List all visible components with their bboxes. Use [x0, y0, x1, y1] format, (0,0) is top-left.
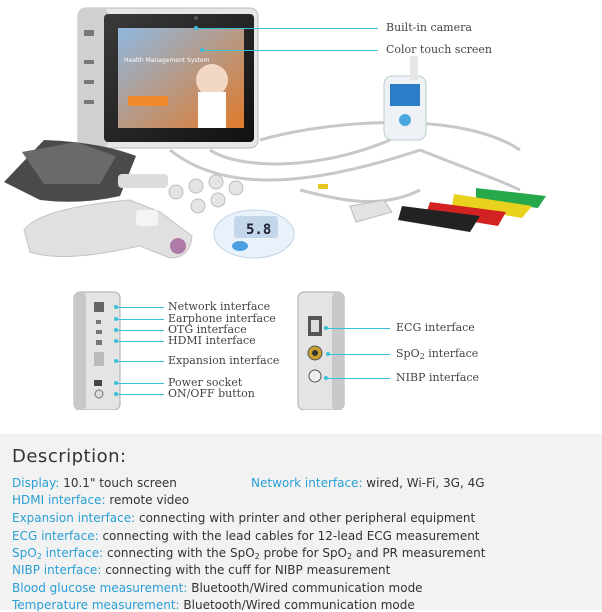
camera-lens [194, 16, 198, 20]
label-color-touch-screen: Color touch screen [386, 43, 492, 56]
row-expansion: Expansion interface: connecting with printer and other peripheral equipment [12, 511, 476, 525]
row-nibp: NIBP interface: connecting with the cuff for NIBP measurement [12, 563, 391, 577]
label-network-interface: Network interface [168, 300, 271, 313]
glucometer [214, 210, 294, 258]
description-panel [0, 434, 602, 610]
ir-thermometer [24, 200, 192, 258]
right-side-view [296, 290, 346, 410]
bp-cuff [4, 140, 168, 202]
label-power-socket: Power socket [168, 376, 243, 389]
spo2-probe [318, 184, 392, 222]
label-on-off-button: ON/OFF button [168, 387, 255, 400]
label-spo2-interface: SpO2 interface [396, 347, 479, 361]
tablet-monitor [78, 8, 258, 148]
row-network: Network interface: wired, Wi-Fi, 3G, 4G [251, 476, 485, 490]
label-earphone-interface: Earphone interface [168, 312, 276, 325]
label-otg-interface: OTG interface [168, 323, 247, 336]
label-expansion-interface: Expansion interface [168, 354, 280, 367]
row-hdmi: HDMI interface: remote video [12, 493, 190, 507]
ecg-electrodes [169, 175, 243, 213]
description-title: Description: [12, 446, 127, 467]
handheld-oximeter [384, 56, 426, 140]
row-display: Display: 10.1" touch screen [12, 476, 177, 490]
glucometer-reading: 5.8 [246, 222, 272, 238]
label-ecg-interface: ECG interface [396, 321, 475, 334]
screen-header: Health Management System [124, 57, 210, 64]
row-blood-glucose: Blood glucose measurement: Bluetooth/Wired communication mode [12, 581, 423, 595]
label-nibp-interface: NIBP interface [396, 371, 480, 384]
row-ecg: ECG interface: connecting with the lead cables for 12-lead ECG measurement [12, 529, 480, 543]
product-illustration [0, 0, 602, 275]
row-temperature: Temperature measurement: Bluetooth/Wired communication mode [12, 598, 415, 612]
row-spo2: SpO2 interface: connecting with the SpO2 probe for SpO2 and PR measurement [12, 546, 486, 561]
ecg-clamps [398, 188, 546, 232]
label-hdmi-interface: HDMI interface [168, 334, 256, 347]
label-built-in-camera: Built-in camera [386, 21, 472, 34]
